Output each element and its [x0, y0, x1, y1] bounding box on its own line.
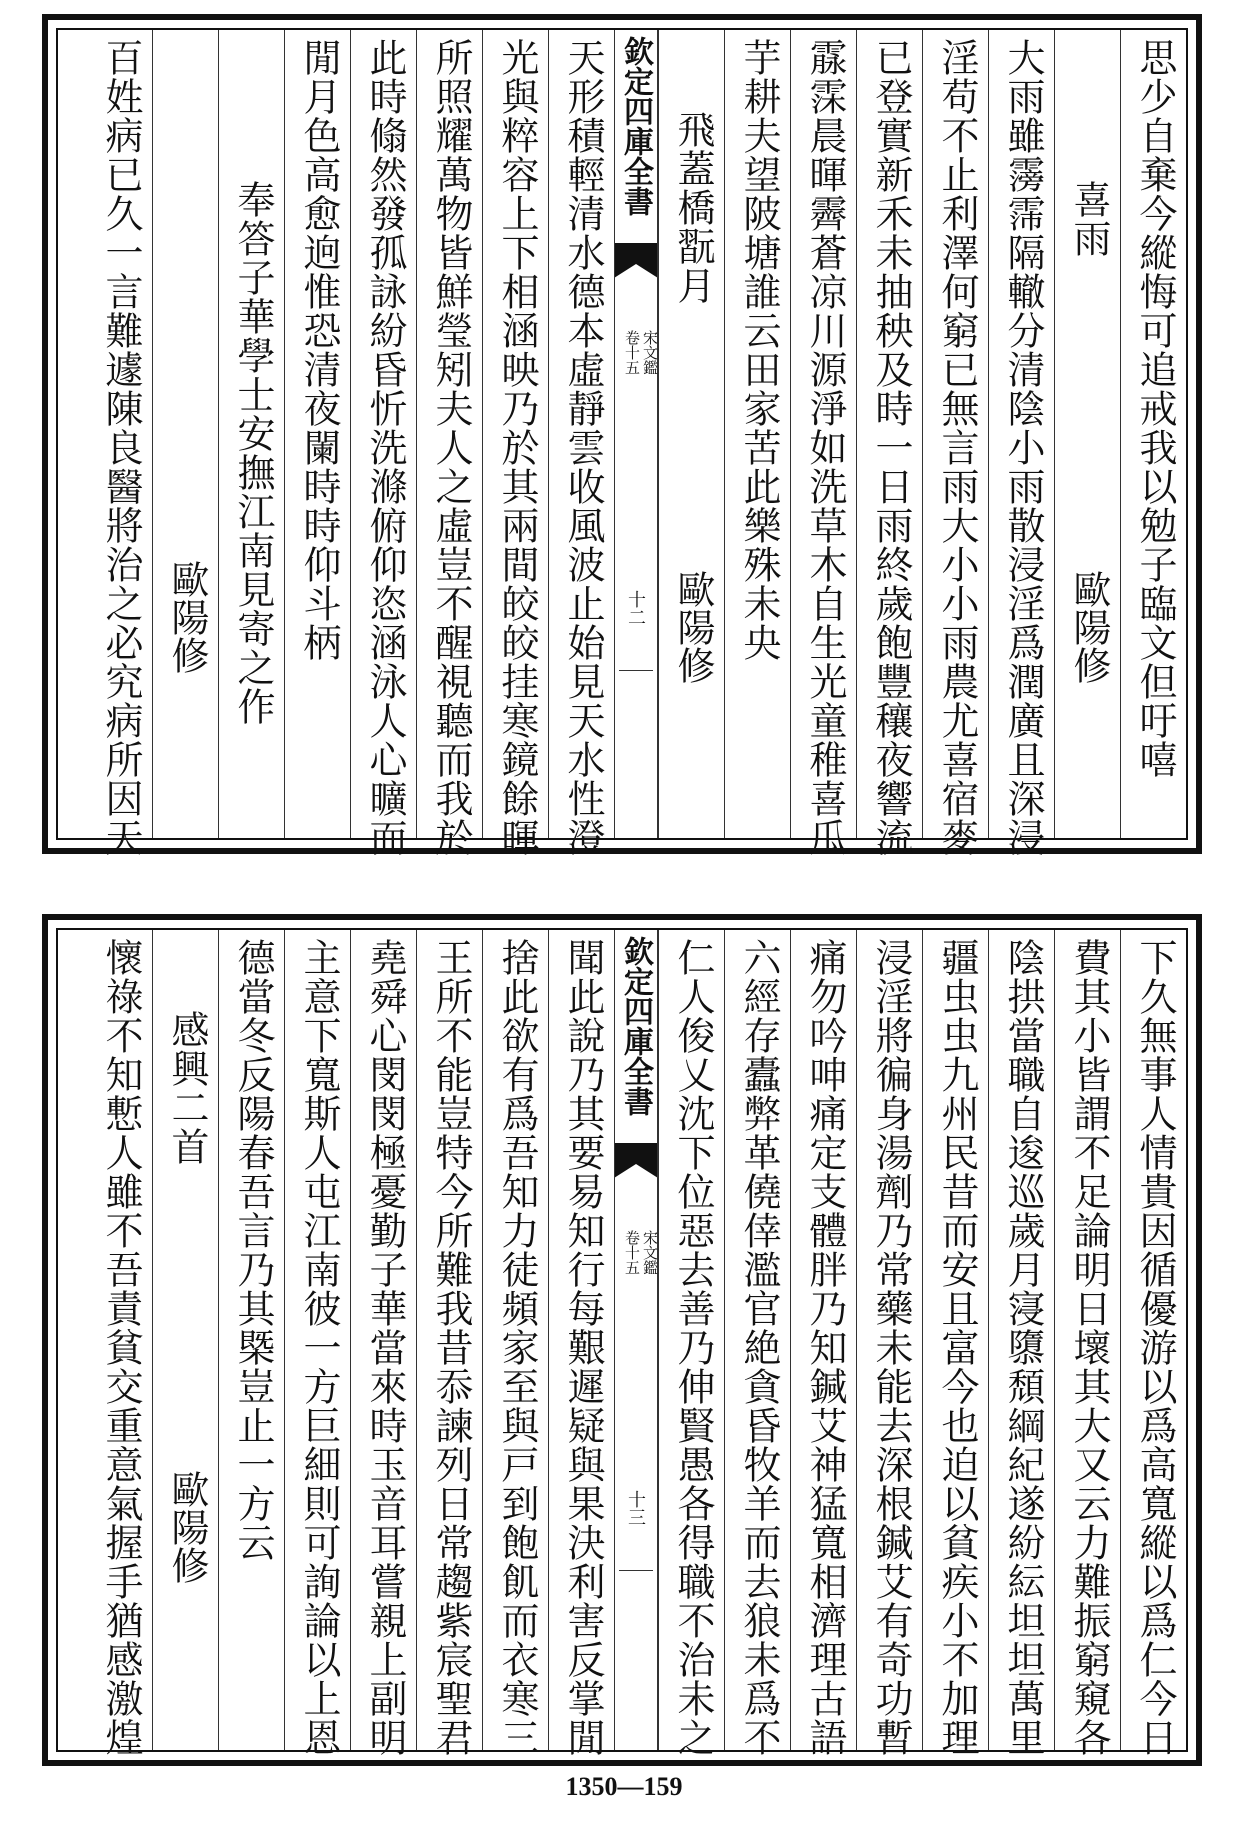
column-text: 閒月色高愈逈惟恐清夜闌時時仰斗柄: [297, 38, 341, 662]
page-number: 十二: [625, 590, 646, 626]
column-text: 霡霂晨暉霽蒼凉川源淨如洗草木自生光童稚喜瓜: [803, 38, 847, 857]
text-column: [922, 30, 988, 857]
page-number: 十三: [625, 1490, 646, 1526]
text-column: [350, 930, 416, 1757]
text-column: [1054, 930, 1120, 1757]
column-text: 下久無事人情貴因循優游以爲高寬縱以爲仁今日: [1133, 938, 1177, 1757]
column-text: 堯舜心閔閔極憂勤子華當來時玉音耳嘗親上副明: [363, 938, 407, 1757]
text-column: [548, 30, 614, 857]
column-text: 淫苟不止利澤何窮已無言雨大小小雨農尤喜宿麥: [935, 38, 979, 857]
column-text: 飛蓋橋翫月: [671, 110, 715, 305]
banner-rule: [619, 1570, 653, 1571]
column-text: 王所不能豈特今所難我昔忝諫列日常趨紫宸聖君: [429, 938, 473, 1757]
column-text: 大雨雖霶霈隔轍分清陰小雨散浸淫爲潤廣且深浸: [1001, 38, 1045, 857]
text-column: [350, 30, 416, 857]
text-column: [152, 930, 218, 1750]
text-column: [658, 930, 724, 1757]
text-column: [218, 930, 284, 1750]
text-column: [416, 30, 482, 857]
text-column: [86, 930, 152, 1757]
text-column: [724, 30, 790, 838]
text-column: [1120, 930, 1186, 1757]
author-name: 歐陽修: [1067, 570, 1111, 684]
text-column: [86, 30, 152, 857]
book-page-top: [42, 14, 1202, 857]
banner-rule: [619, 670, 653, 671]
banner-title: 欽定四庫全書: [618, 936, 653, 1116]
author-name: 歐陽修: [165, 560, 209, 674]
column-text: 百姓病已久一言難遽陳良醫將治之必究病所因天: [99, 38, 143, 857]
text-column: [988, 930, 1054, 1757]
column-text: 疆虫虫九州民昔而安且富今也迫以貧疾小不加理: [935, 938, 979, 1757]
fishtail-ornament: [615, 242, 657, 288]
column-text: 費其小皆謂不足論明日壞其大又云力難振窮窺各: [1067, 938, 1111, 1757]
volume-label: 卷十五: [623, 330, 641, 375]
text-column: [1054, 30, 1120, 838]
text-column: [724, 930, 790, 1757]
text-column: [922, 930, 988, 1757]
text-column: [218, 30, 284, 838]
text-column: [658, 30, 724, 838]
column-text: 聞此說乃其要易知行每艱遲疑與果決利害反掌閒: [561, 938, 605, 1757]
volume-label: 卷十五: [623, 1230, 641, 1275]
page-frame: [56, 28, 1188, 857]
column-text: 喜雨: [1067, 180, 1111, 258]
column-text: 痛勿吟呻痛定支體胖乃知鍼艾神猛寬相濟理古語: [803, 938, 847, 1757]
center-banner: [614, 930, 658, 1750]
center-banner: [614, 30, 658, 838]
page-footer-label: 1350—159: [565, 1772, 683, 1801]
volume-label: 宋文鑑: [641, 330, 659, 375]
author-name: 歐陽修: [671, 570, 715, 684]
column-text: 六經存蠹弊革僥倖濫官絶貪昏牧羊而去狼未爲不: [737, 938, 781, 1757]
text-column: [548, 930, 614, 1757]
text-column: [790, 30, 856, 857]
column-text: 陰拱當職自逡巡歲月寖隳頹綱紀遂紛紜坦坦萬里: [1001, 938, 1045, 1757]
text-column: [284, 30, 350, 838]
column-text: 捨此欲有爲吾知力徒頻家至與戸到飽飢而衣寒三: [495, 938, 539, 1757]
column-text: 天形積輕清水德本虛靜雲收風波止始見天水性澄: [561, 38, 605, 857]
column-text: 德當冬反陽春吾言乃其槩豈止一方云: [231, 938, 275, 1562]
text-column: [482, 930, 548, 1757]
column-text: 奉答子華學士安撫江南見寄之作: [231, 180, 275, 726]
text-column: [416, 930, 482, 1757]
text-column: [856, 30, 922, 857]
column-text: 所照耀萬物皆鮮瑩矧夫人之虛豈不醒視聽而我於: [429, 38, 473, 857]
column-text: 思少自棄今縱悔可追戒我以勉子臨文但吁嘻: [1133, 38, 1177, 779]
book-page-bottom: [42, 914, 1202, 1766]
volume-label: 宋文鑑: [641, 1230, 659, 1275]
column-text: 浸淫將徧身湯劑乃常藥未能去深根鍼艾有奇功暫: [869, 938, 913, 1757]
author-name: 歐陽修: [165, 1470, 209, 1584]
column-text: 芋耕夫望陂塘誰云田家苦此樂殊未央: [737, 38, 781, 662]
column-text: 光與粹容上下相涵映乃於其兩間皎皎挂寒鏡餘暉: [495, 38, 539, 857]
column-text: 主意下寬斯人屯江南彼一方巨細則可詢論以上恩: [297, 938, 341, 1757]
column-text: 懷祿不知慙人雖不吾責貧交重意氣握手猶感激煌: [99, 938, 143, 1757]
column-text: 此時翛然發孤詠紛昏忻洗滌俯仰恣涵泳人心曠而: [363, 38, 407, 857]
banner-title: 欽定四庫全書: [618, 36, 653, 216]
text-column: [482, 30, 548, 857]
page-frame: [56, 928, 1188, 1757]
column-text: 感興二首: [165, 1010, 209, 1166]
text-column: [988, 30, 1054, 857]
column-text: 已登實新禾未抽秧及時一日雨終歲飽豐穰夜響流: [869, 38, 913, 857]
text-column: [284, 930, 350, 1757]
column-text: 仁人俊乂沈下位惡去善乃伸賢愚各得職不治未之: [671, 938, 715, 1757]
text-column: [152, 30, 218, 838]
text-column: [790, 930, 856, 1757]
text-column: [856, 930, 922, 1757]
text-column: [1120, 30, 1186, 838]
fishtail-ornament: [615, 1142, 657, 1188]
